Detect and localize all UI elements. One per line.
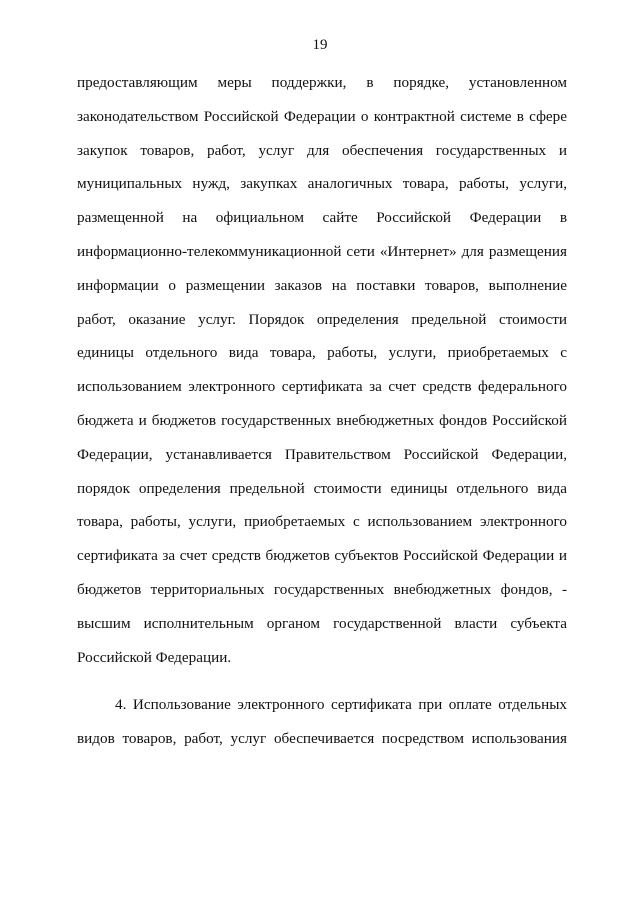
text-line: использованием электронного сертификата за счет средств федерального xyxy=(77,378,567,396)
text-line: законодательством Российской Федерации о контрактной системе в сфере xyxy=(77,107,567,125)
text-line: закупок товаров, работ, услуг для обеспечения государственных и xyxy=(77,141,567,159)
text-line: работ, оказание услуг. Порядок определения предельной стоимости xyxy=(77,310,567,328)
paragraph-item-4 xyxy=(77,695,567,763)
text-line: муниципальных нужд, закупках аналогичных товара, работы, услуги, xyxy=(77,175,567,193)
text-line: бюджета и бюджетов государственных внебюджетных фондов Российской xyxy=(77,411,567,429)
text-line: сертификата за счет средств бюджетов субъектов Российской Федерации и xyxy=(77,547,567,565)
paragraph-gap xyxy=(77,681,567,695)
text-line: Федерации, устанавливается Правительством Российской Федерации, xyxy=(77,445,567,463)
paragraph-continuation xyxy=(77,73,567,681)
text-line: предоставляющим меры поддержки, в порядке, установленном xyxy=(77,74,567,91)
text-line: 4. Использование электронного сертификата при оплате отдельных xyxy=(115,696,567,714)
text-line: товара, работы, услуги, приобретаемых с использованием электронного xyxy=(77,513,567,531)
document-body xyxy=(77,73,567,763)
text-line: видов товаров, работ, услуг обеспечивается посредством использования xyxy=(77,730,567,748)
text-line: единицы отдельного вида товара, работы, услуги, приобретаемых с xyxy=(77,344,567,362)
text-line: размещенной на официальном сайте Российской Федерации в xyxy=(77,209,567,227)
text-line: бюджетов территориальных государственных внебюджетных фондов, - xyxy=(77,580,567,598)
text-line: информации о размещении заказов на поставки товаров, выполнение xyxy=(77,276,567,294)
text-line: Российской Федерации. xyxy=(77,648,232,666)
text-line: порядок определения предельной стоимости единицы отдельного вида xyxy=(77,479,567,497)
text-line: высшим исполнительным органом государственной власти субъекта xyxy=(77,614,567,632)
text-line: информационно-телекоммуникационной сети «Интернет» для размещения xyxy=(77,242,567,260)
page-number: 19 xyxy=(312,37,328,53)
